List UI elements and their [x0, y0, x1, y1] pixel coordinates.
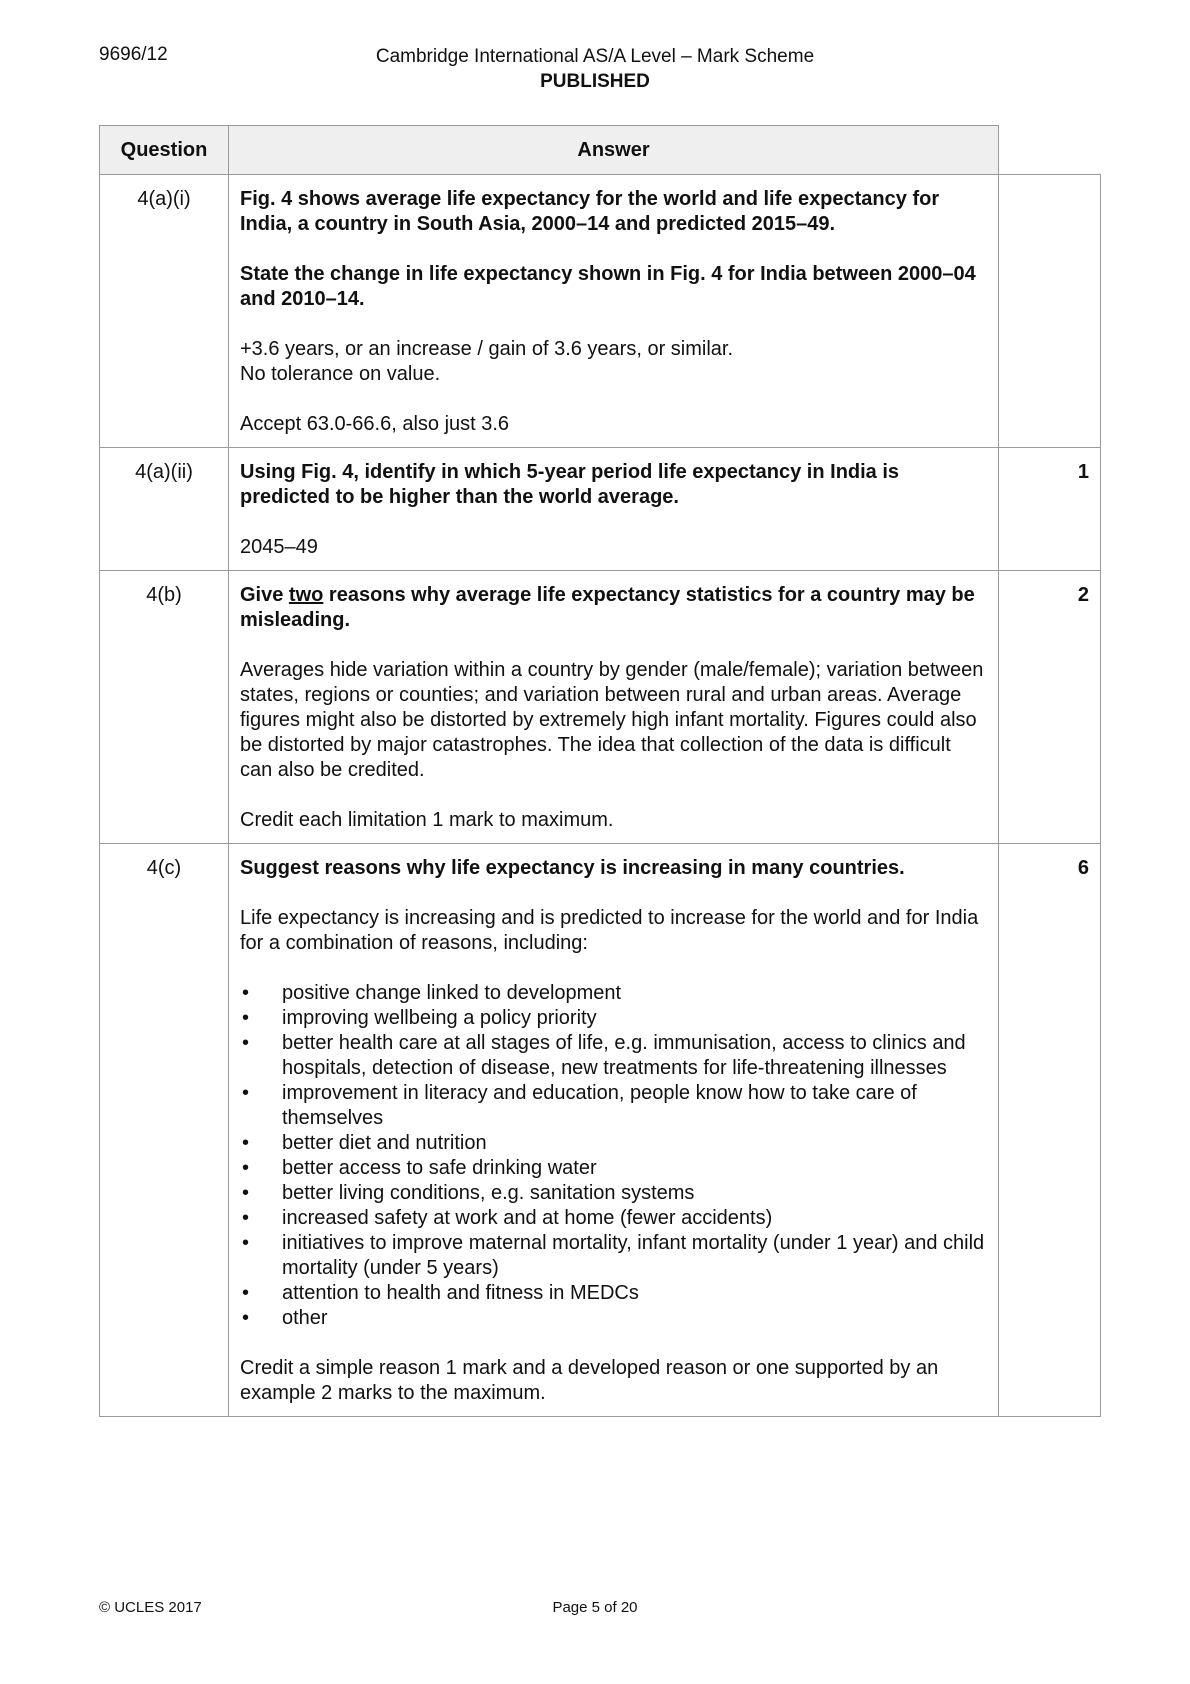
marks-value: 1: [999, 448, 1101, 571]
prompt-end: reasons why average life expectancy statistics for a country may be misleading.: [240, 584, 975, 631]
prompt-start: Give: [240, 584, 289, 606]
list-item-text: better living conditions, e.g. sanitation systems: [282, 1182, 695, 1204]
question-prompt: Suggest reasons why life expectancy is increasing in many countries.: [240, 857, 905, 879]
bullet-icon: •: [242, 1082, 250, 1104]
table-header-row: [100, 126, 1101, 175]
question-number: 4(a)(i): [100, 175, 229, 448]
question-prompt: Using Fig. 4, identify in which 5-year period life expectancy in India is predicted to be higher than the world average.: [240, 461, 900, 508]
list-item: [240, 1031, 986, 1081]
bullet-icon: •: [242, 1032, 250, 1054]
bullet-icon: •: [242, 1207, 250, 1229]
answer-text: Accept 63.0-66.6, also just 3.6: [240, 413, 510, 435]
underlined-word: two: [288, 584, 324, 606]
list-item-text: other: [282, 1307, 328, 1329]
copyright-notice: © UCLES 2017: [99, 1599, 202, 1616]
list-item: [240, 1231, 986, 1281]
list-item: [240, 1306, 986, 1331]
bullet-icon: •: [242, 1007, 250, 1029]
list-item-text: improvement in literacy and education, people know how to take care of themselves: [282, 1082, 917, 1129]
list-item: [240, 1181, 986, 1206]
bullet-icon: •: [242, 1307, 250, 1329]
publication-status: PUBLISHED: [540, 71, 650, 92]
list-item: [240, 1156, 986, 1181]
marks-column-header: [999, 126, 1101, 175]
marks-value: 2: [999, 571, 1101, 844]
answer-cell: [229, 448, 999, 571]
bullet-icon: •: [242, 1157, 250, 1179]
list-item-text: attention to health and fitness in MEDCs: [282, 1282, 639, 1304]
page-number: Page 5 of 20: [552, 1599, 638, 1616]
answer-intro: Life expectancy is increasing and is predicted to increase for the world and for India for a combination of reasons, including:: [240, 907, 979, 954]
list-item: [240, 1281, 986, 1306]
marks-value: [999, 175, 1101, 448]
question-prompt: State the change in life expectancy shown in Fig. 4 for India between 2000–04 and 2010–14.: [240, 263, 976, 310]
list-item-text: positive change linked to development: [282, 982, 622, 1004]
table-row: [100, 448, 1101, 571]
bullet-icon: •: [242, 1282, 250, 1304]
list-item-text: better access to safe drinking water: [282, 1157, 597, 1179]
paper-code: 9696/12: [99, 44, 168, 65]
bullet-icon: •: [242, 1132, 250, 1154]
list-item: [240, 1206, 986, 1231]
answer-text: 2045–49: [240, 536, 318, 558]
answer-text: +3.6 years, or an increase / gain of 3.6 years, or similar.: [240, 338, 734, 360]
answer-cell: [229, 844, 999, 1417]
answer-column-header: Answer: [229, 126, 999, 175]
bullet-icon: •: [242, 1182, 250, 1204]
bullet-icon: •: [242, 982, 250, 1004]
list-item: [240, 1131, 986, 1156]
list-item-text: increased safety at work and at home (fewer accidents): [282, 1207, 773, 1229]
marks-value: 6: [999, 844, 1101, 1417]
credit-guidance: Credit each limitation 1 mark to maximum.: [240, 809, 614, 831]
list-item: [240, 1006, 986, 1031]
document-title: Cambridge International AS/A Level – Mark Scheme: [375, 46, 815, 67]
credit-guidance: Credit a simple reason 1 mark and a developed reason or one supported by an example 2 marks to the maximum.: [240, 1357, 939, 1404]
bullet-icon: •: [242, 1232, 250, 1254]
table-row: [100, 175, 1101, 448]
list-item-text: improving wellbeing a policy priority: [282, 1007, 597, 1029]
answer-text: No tolerance on value.: [240, 363, 441, 385]
question-column-header: Question: [100, 126, 229, 175]
table-row: [100, 571, 1101, 844]
list-item: [240, 981, 986, 1006]
question-prompt: [240, 583, 986, 633]
list-item-text: initiatives to improve maternal mortality, infant mortality (under 1 year) and child mortality (under 5 years): [282, 1232, 985, 1279]
list-item-text: better diet and nutrition: [282, 1132, 487, 1154]
list-item-text: better health care at all stages of life, e.g. immunisation, access to clinics and hospitals, detection of disease, new treatments for life-threatening illnesses: [282, 1032, 966, 1079]
question-number: 4(b): [100, 571, 229, 844]
question-number: 4(c): [100, 844, 229, 1417]
list-item: [240, 1081, 986, 1131]
page-header: [0, 44, 1190, 94]
question-number: 4(a)(ii): [100, 448, 229, 571]
answer-cell: [229, 571, 999, 844]
question-prompt: Fig. 4 shows average life expectancy for the world and life expectancy for India, a country in South Asia, 2000–14 and predicted 2015–49.: [240, 188, 940, 235]
answer-cell: [229, 175, 999, 448]
answer-text: Averages hide variation within a country by gender (male/female); variation between states, regions or counties; and variation between rural and urban areas. Average figures might also be distorted by extremely high infant mortality. Figures could also be distorted by major catastrophes. The idea that collection of the data is difficult can also be credited.: [240, 659, 984, 781]
table-row: [100, 844, 1101, 1417]
reasons-list: [240, 981, 986, 1331]
mark-scheme-table: [99, 125, 1101, 1417]
